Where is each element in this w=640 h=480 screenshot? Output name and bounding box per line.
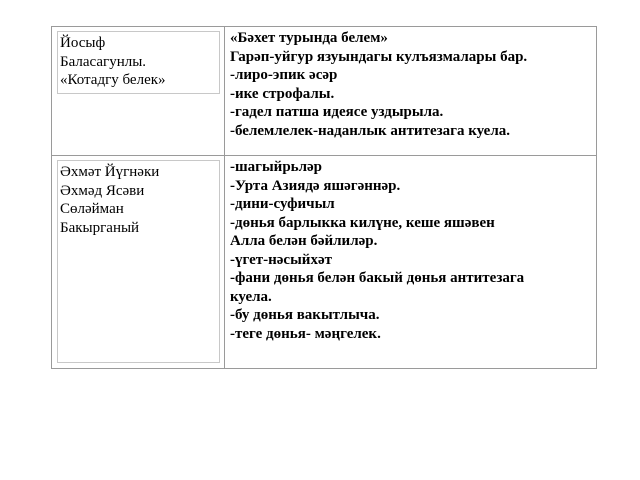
- description-cell: [225, 27, 597, 156]
- author-line: Әхмәд Ясәви: [60, 182, 145, 199]
- description-line: -теге дөнья- мәңгелек.: [230, 325, 381, 342]
- description-line: -дини-суфичыл: [230, 196, 335, 212]
- author-line: Баласагунлы.: [60, 53, 147, 70]
- description-line: -лиро-эпик әсәр: [230, 67, 338, 83]
- description-line: -Урта Азиядә яшәгәннәр.: [230, 177, 401, 194]
- description-line: -шагыйрьләр: [230, 159, 323, 175]
- description-line: «Бәхет турында белем»: [230, 30, 388, 46]
- description-line: куела.: [230, 288, 272, 305]
- author-cell: [52, 27, 225, 156]
- author-cell-inner: [57, 31, 220, 94]
- author-line: Әхмәт Йүгнәки: [60, 164, 160, 180]
- literature-table: [51, 26, 597, 369]
- author-cell: [52, 156, 225, 369]
- author-line: Сөләйман: [60, 201, 124, 217]
- author-cell-inner: [57, 160, 220, 363]
- description-line: -үгет-нәсыйхәт: [230, 251, 332, 268]
- description-line: Гарәп-уйгур язуындагы кулъязмалары бар.: [230, 48, 528, 65]
- work-title-line: «Котадгу белек»: [60, 72, 166, 88]
- table-row: [52, 27, 597, 156]
- description-line: -дөнья барлыкка килүне, кеше яшәвен: [230, 214, 495, 231]
- table-row: [52, 156, 597, 369]
- description-line: -фани дөнья белән бакый дөнья антитезага: [230, 270, 525, 286]
- description-line: Алла белән бәйлиләр.: [230, 233, 378, 249]
- description-cell: [225, 156, 597, 369]
- description-line: -ике строфалы.: [230, 85, 335, 102]
- description-line: -гадел патша идеясе уздырыла.: [230, 104, 444, 120]
- author-line: Йосыф: [60, 35, 106, 51]
- description-line: -бу дөнья вакытлыча.: [230, 307, 380, 323]
- description-line: -белемлелек-наданлык антитезага куела.: [230, 122, 510, 139]
- author-line: Бакырганый: [60, 219, 140, 236]
